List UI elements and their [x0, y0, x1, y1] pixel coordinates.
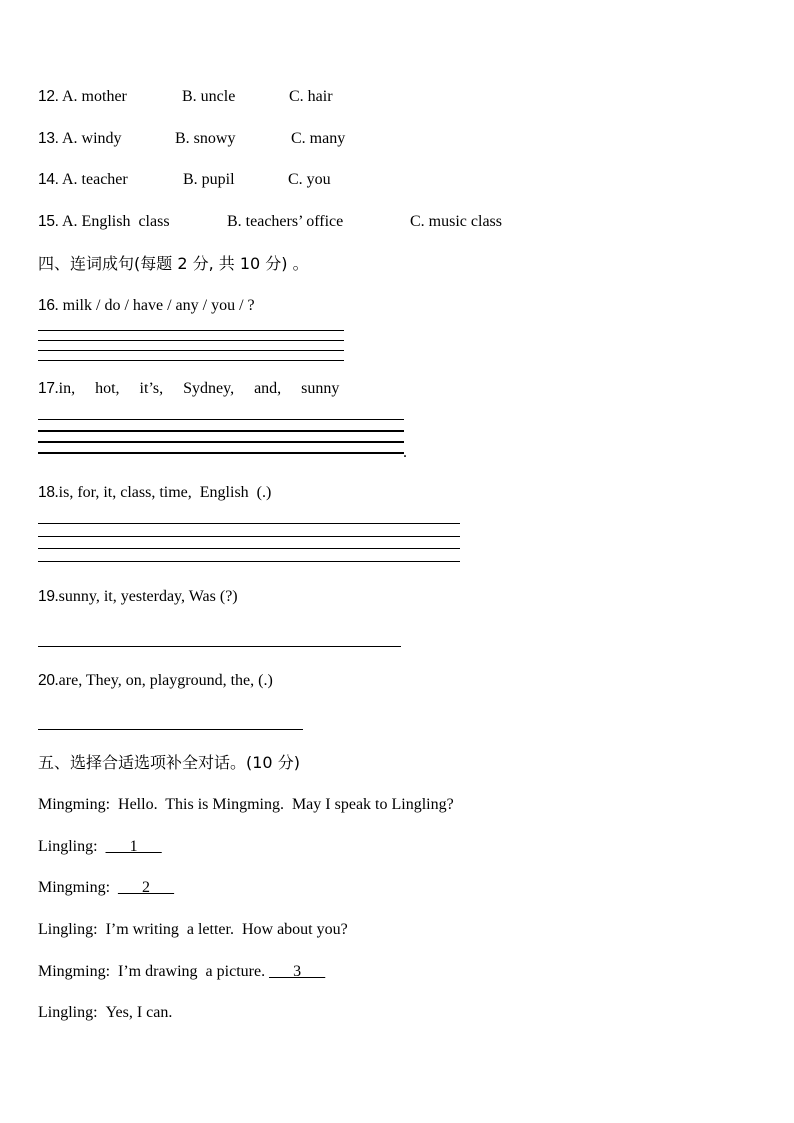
- answer-line: [38, 441, 404, 443]
- answer-line: [38, 419, 404, 420]
- question-number: 15.: [38, 213, 59, 230]
- answer-line: [38, 340, 344, 341]
- option-c: C. many: [291, 130, 346, 147]
- speaker: Lingling:: [38, 1004, 98, 1021]
- question-20: [38, 671, 273, 691]
- question-number: 20: [38, 672, 55, 689]
- trailing-period: .: [403, 444, 407, 461]
- option-b: B. uncle: [182, 88, 236, 105]
- answer-line: [38, 430, 404, 432]
- question-text: .is, for, it, class, time, English (.): [54, 484, 272, 501]
- question-text: . milk / do / have / any / you / ?: [54, 297, 255, 314]
- answer-line: [38, 548, 460, 549]
- question-18: [38, 483, 271, 503]
- dialogue-line-5: [38, 962, 325, 982]
- dialogue-text: I’m drawing a picture.: [118, 963, 270, 980]
- question-text: .are, They, on, playground, the, (.): [54, 672, 273, 689]
- answer-line: [38, 523, 460, 524]
- option-a: A. English class: [62, 213, 170, 230]
- speaker: Mingming:: [38, 963, 111, 980]
- question-number: 14.: [38, 171, 59, 188]
- dialogue-line-6: [38, 1003, 172, 1023]
- answer-blank-2[interactable]: ___2___: [118, 879, 175, 896]
- option-a: A. windy: [62, 130, 122, 147]
- option-a: A. teacher: [62, 171, 128, 188]
- question-16: [38, 296, 255, 316]
- section-heading-5: 五、选择合适选项补全对话。(10 分): [38, 753, 300, 772]
- answer-line: [38, 561, 460, 562]
- question-19: [38, 587, 238, 607]
- option-c: C. music class: [410, 213, 502, 230]
- answer-blank-1[interactable]: ___1___: [105, 838, 162, 855]
- dialogue-text: Yes, I can.: [105, 1004, 173, 1021]
- question-number: 13.: [38, 130, 59, 147]
- speaker: Lingling:: [38, 921, 98, 938]
- dialogue-text: Hello. This is Mingming. May I speak to Lingling?: [118, 796, 454, 813]
- question-number: 18: [38, 484, 55, 501]
- speaker: Mingming:: [38, 879, 111, 896]
- question-text: .sunny, it, yesterday, Was (?): [54, 588, 238, 605]
- dialogue-line-1: [38, 795, 454, 815]
- answer-line: [38, 729, 303, 730]
- dialogue-line-2: [38, 837, 162, 857]
- answer-blank-3[interactable]: ___3___: [269, 963, 326, 980]
- question-number: 17: [38, 380, 55, 397]
- option-a: A. mother: [62, 88, 127, 105]
- answer-line: [38, 350, 344, 351]
- question-17: [38, 379, 339, 399]
- question-text: .in, hot, it’s, Sydney, and, sunny: [54, 380, 340, 397]
- dialogue-line-3: [38, 878, 174, 898]
- option-c: C. you: [288, 171, 331, 188]
- dialogue-text: I’m writing a letter. How about you?: [105, 921, 348, 938]
- option-b: B. pupil: [183, 171, 235, 188]
- speaker: Mingming:: [38, 796, 111, 813]
- answer-line: [38, 536, 460, 537]
- question-number: 12.: [38, 88, 59, 105]
- answer-line: [38, 646, 401, 647]
- question-number: 16: [38, 297, 55, 314]
- answer-line: [38, 360, 344, 361]
- option-c: C. hair: [289, 88, 333, 105]
- section-heading-4: 四、连词成句(每题 2 分, 共 10 分) 。: [38, 254, 309, 273]
- answer-line: [38, 330, 344, 331]
- option-b: B. teachers’ office: [227, 213, 344, 230]
- speaker: Lingling:: [38, 838, 98, 855]
- dialogue-line-4: [38, 920, 348, 940]
- question-number: 19: [38, 588, 55, 605]
- option-b: B. snowy: [175, 130, 236, 147]
- answer-line: [38, 452, 404, 454]
